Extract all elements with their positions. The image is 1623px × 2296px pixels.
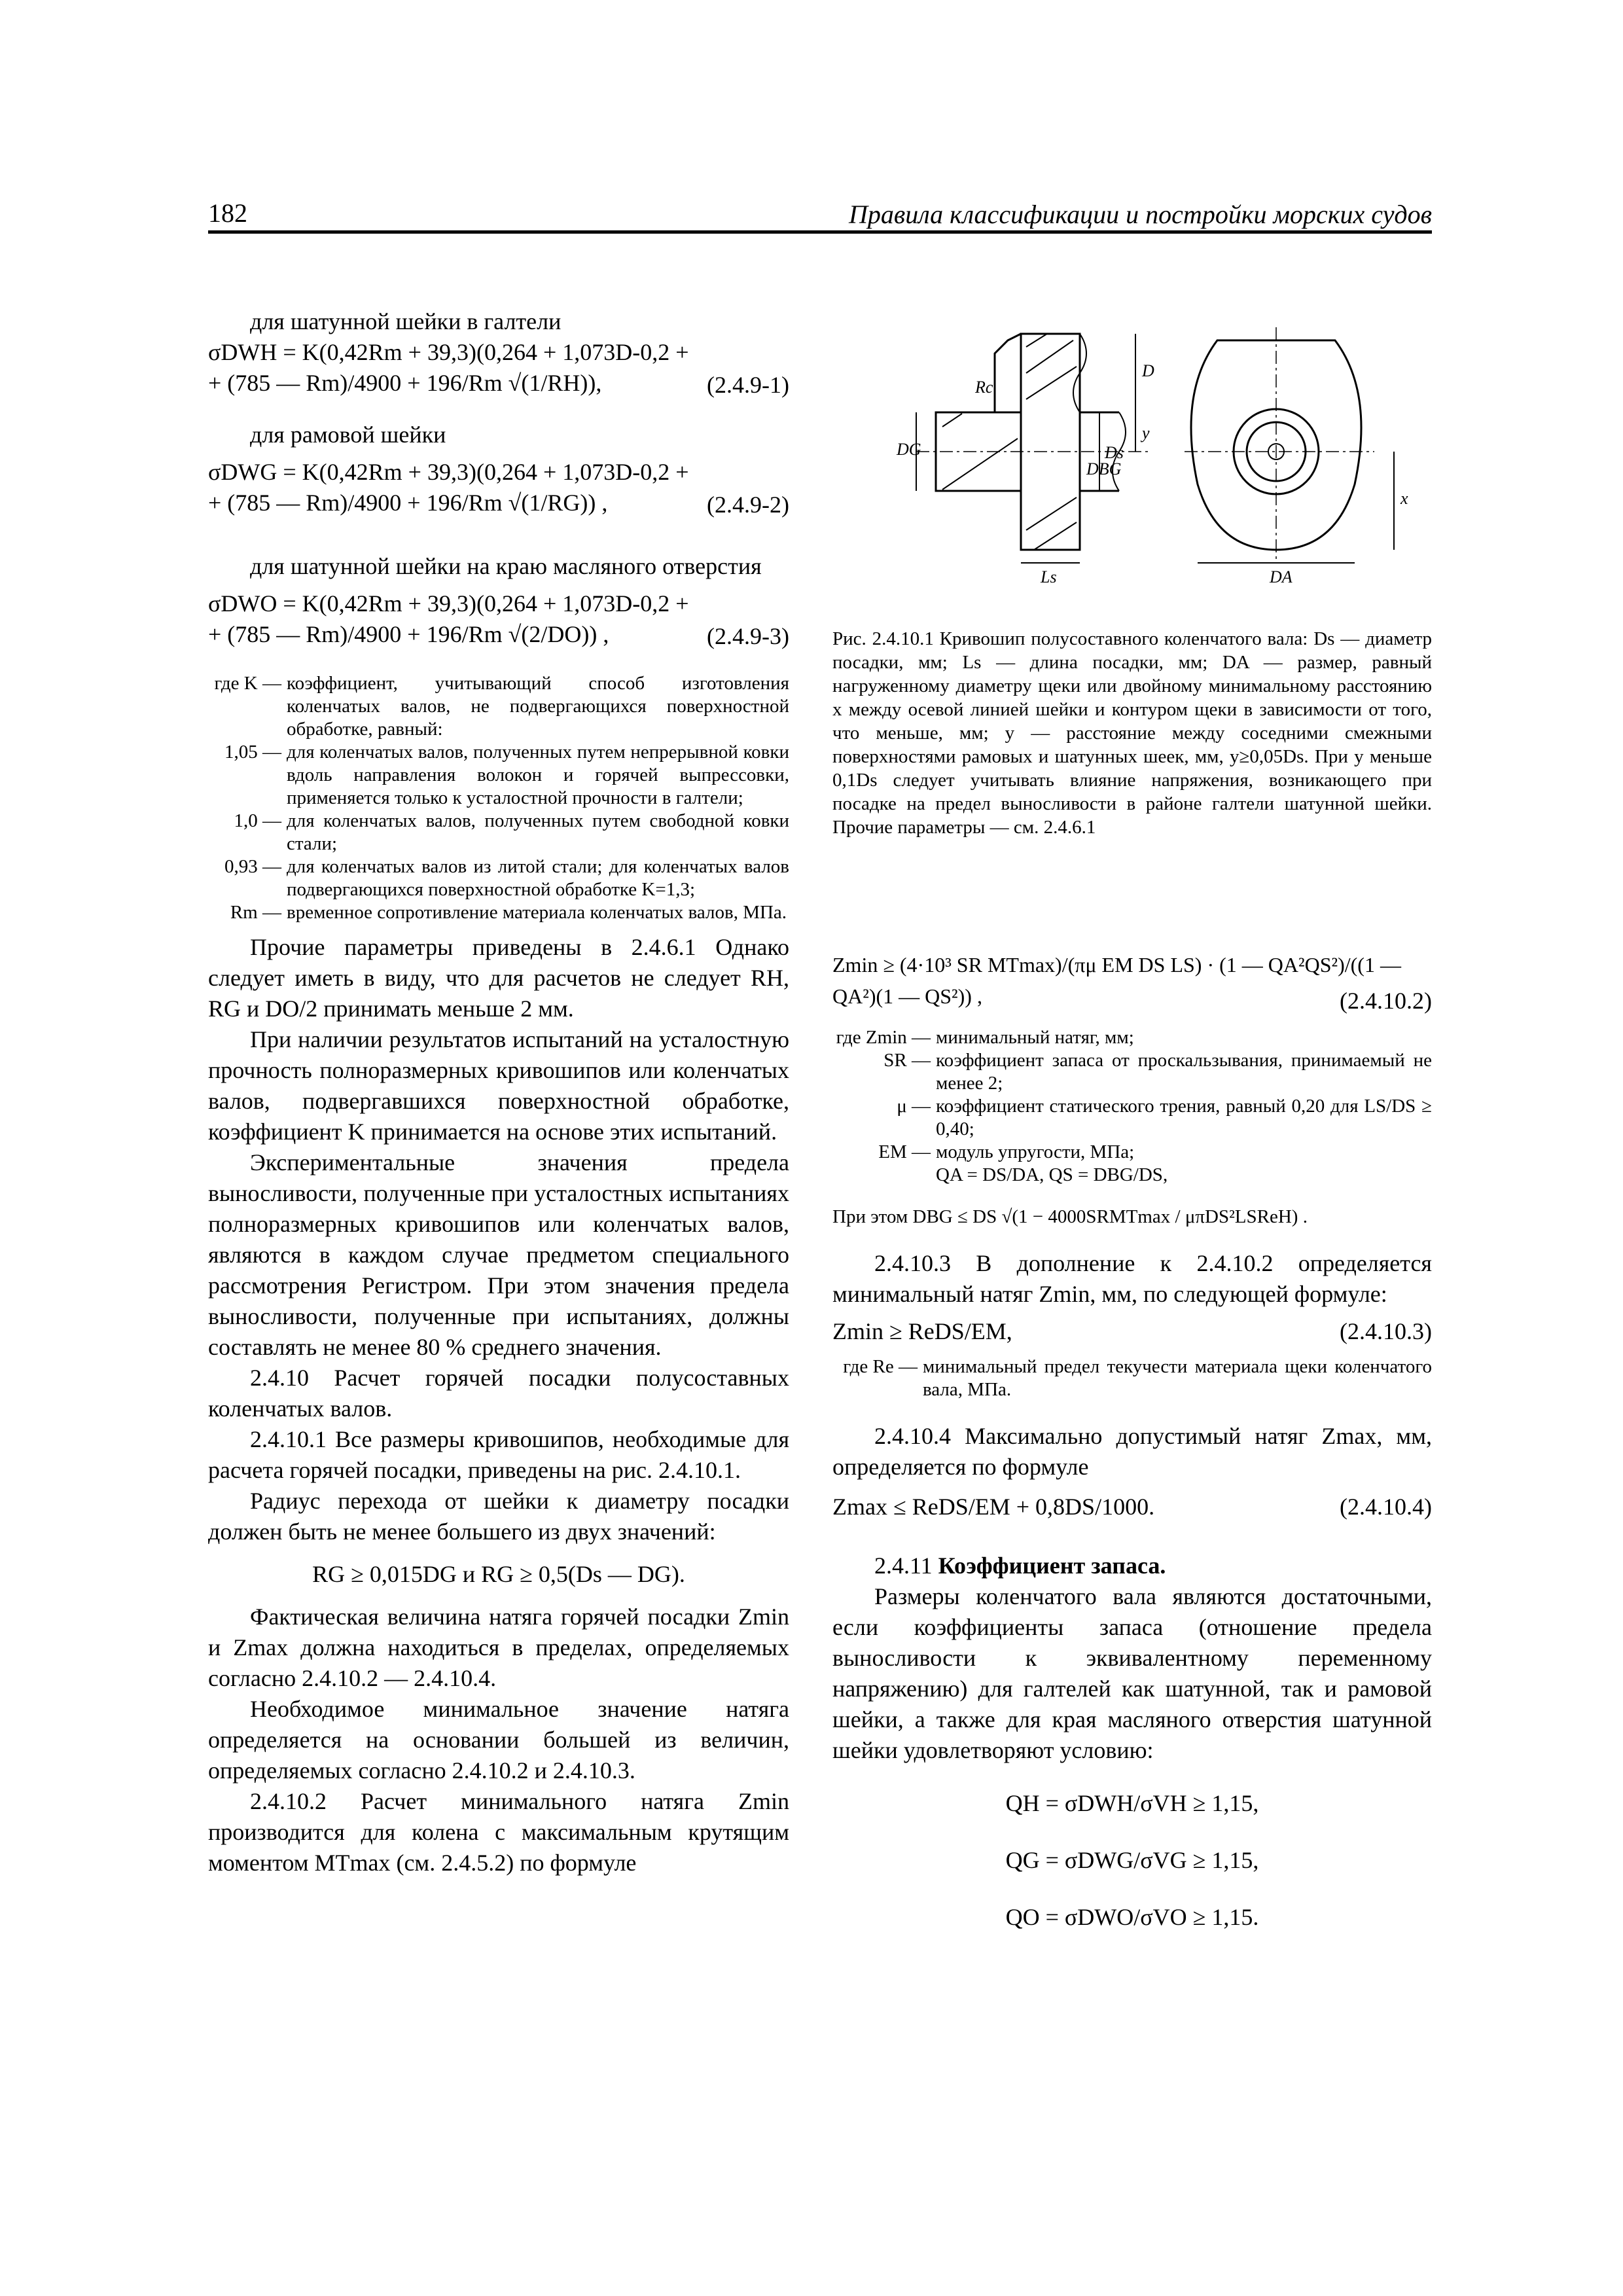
paragraph-fatigue-tests: При наличии результатов испытаний на усталостную прочность полноразмерных кривошипов или коленчатых валов, подвергавшихся поверхностной обработке, коэффициент K принимается на основе этих испытаний. <box>208 1026 789 1145</box>
def-row: 1,05 — для коленчатых валов, полученных путем непрерывной ковки вдоль направления волокон и горячей выпрессовки, применяется только к усталостной прочности в галтели; <box>224 742 789 808</box>
paragraph-experimental: Экспериментальные значения предела выносливости, полученные при усталостных испытаниях полноразмерных кривошипов или коленчатых валов, являются в каждом случае предметом специального рассмотрения Регистром. При этом значения предела выносливости, полученные при испытаниях, должны составлять не менее 80 % среднего значения. <box>208 1149 789 1360</box>
page-number: 182 <box>208 198 247 228</box>
equation-2-4-10-4 <box>832 1492 1432 1551</box>
label-Ls: Ls <box>1041 567 1057 586</box>
re-definition <box>832 1355 1432 1401</box>
paragraph-other-params: Прочие параметры приведены в 2.4.6.1 Однако следует иметь в виду, что для расчетов не следует RH, RG и DO/2 принимать меньше 2 мм. <box>208 934 789 1022</box>
eq2-line2: + (785 — Rm)/4900 + 196/Rm √(1/RG)) , <box>208 490 608 516</box>
condition-qh: QH = σDWH/σVH ≥ 1,15, <box>1005 1790 1259 1816</box>
dbg-condition: При этом DBG ≤ DS √(1 − 4000SRMTmax / μπDS²LSReH) . <box>832 1206 1308 1227</box>
equation-2-4-10-3 <box>832 1316 1432 1355</box>
paragraph-2-4-10-1: 2.4.10.1 Все размеры кривошипов, необходимые для расчета горячей посадки, приведены на рис. 2.4.10.1. <box>208 1426 789 1483</box>
coefficient-definitions <box>208 672 789 924</box>
label-y: y <box>1142 423 1150 442</box>
fillet-curve <box>995 334 1021 412</box>
eq1-number: (2.4.9-1) <box>707 372 789 398</box>
eq1-line1: σDWH = K(0,42Rm + 39,3)(0,264 + 1,073D-0,2 + <box>208 339 689 365</box>
eq3-line2: + (785 — Rm)/4900 + 196/Rm √(2/DO)) , <box>208 621 609 647</box>
figure-caption: Рис. 2.4.10.1 Кривошип полусоставного коленчатого вала: Ds — диаметр посадки, мм; Ls — длина посадки, мм; DA — размер, равный нагруженному диаметру щеки или двойному минимальному расстоянию x между осевой линией шейки и контуром щеки в зависимости от того, что меньше, мм; y — расстояние между соседними смежными поверхностями рамовых и шатунных шеек, мм, y≥0,05Ds. При y меньше 0,1Ds следует учитывать влияние напряжения, возникающего при посадке на предел выносливости в районе галтели шатунной шейки. Прочие параметры — см. 2.4.6.1 <box>832 628 1432 838</box>
def-row: 0,93 — для коленчатых валов из литой стали; для коленчатых валов подвергающихся поверхностной обработке K=1,3; <box>224 856 789 900</box>
label-Rc: Rc <box>975 378 993 397</box>
def-row: где K — коэффициент, учитывающий способ изготовления коленчатых валов, не подвергающихся поверхностной обработке, равный: <box>214 673 789 740</box>
paragraph-2-4-10-4: 2.4.10.4 Максимально допустимый натяг Zmax, мм, определяется по формуле <box>832 1423 1432 1480</box>
label-Ds: Ds <box>1105 443 1124 462</box>
eq-zmin2: Zmin ≥ ReDS/EM, <box>832 1318 1012 1344</box>
label-DA: DA <box>1270 567 1293 586</box>
eq2-number: (2.4.9-2) <box>707 492 789 518</box>
def-row: SR — коэффициент запаса от проскальзывания, принимаемый не менее 2; <box>883 1050 1432 1094</box>
paragraph-min-interference: Необходимое минимальное значение натяга определяется на основании большей из величин, определяемых согласно 2.4.10.2 и 2.4.10.3. <box>208 1696 789 1784</box>
eq2-line1: σDWG = K(0,42Rm + 39,3)(0,264 + 1,073D-0,2 + <box>208 459 689 485</box>
section-2-4-11 <box>832 1551 1432 1581</box>
section-title: Коэффициент запаса. <box>938 1552 1166 1579</box>
left-column <box>208 306 789 1878</box>
section-2-4-10-title: 2.4.10 Расчет горячей посадки полусоставных коленчатых валов. <box>208 1365 789 1422</box>
def-row: Rm — временное сопротивление материала коленчатых валов, МПа. <box>230 902 787 923</box>
intro-dwg: для рамовой шейки <box>250 422 446 448</box>
label-D: D <box>1142 361 1154 380</box>
running-title: Правила классификации и постройки морских судов <box>848 200 1432 229</box>
paragraph-zmin-zmax: Фактическая величина натяга горячей посадки Zmin и Zmax должна находиться в пределах, определяемых согласно 2.4.10.2 — 2.4.10.4. <box>208 1604 789 1691</box>
equation-2-4-9-3 <box>208 588 789 667</box>
paragraph-safety-factors: Размеры коленчатого вала являются достаточными, если коэффициенты запаса (отношение предела выносливости к эквивалентному переменному напряжению) для галтелей как шатунной, так и рамовой шейки, а также для края масляного отверстия шатунной шейки удовлетворяют условию: <box>832 1583 1432 1763</box>
header-rule <box>208 230 1432 234</box>
paragraph-2-4-10-2: 2.4.10.2 Расчет минимального натяга Zmin производится для колена с максимальным крутящим моментом MTmax (см. 2.4.5.2) по формуле <box>208 1788 789 1876</box>
condition-qg: QG = σDWG/σVG ≥ 1,15, <box>1005 1847 1259 1873</box>
def-row: EM — модуль упругости, МПа; <box>878 1141 1135 1162</box>
equation-2-4-9-1 <box>208 337 789 416</box>
crankshaft-figure <box>877 314 1414 602</box>
eq-zmin: Zmin ≥ (4·10³ SR MTmax)/(πμ EM DS LS) · (1 — QA²QS²)/((1 — QA²)(1 — QS²)) , <box>832 953 1401 1008</box>
label-DBG: DBG <box>1086 459 1122 478</box>
paragraph-2-4-10-3: 2.4.10.3 В дополнение к 2.4.10.2 определяется минимальный натяг Zmin, мм, по следующей формуле: <box>832 1250 1432 1307</box>
eq-zmin-number: (2.4.10.2) <box>1340 988 1432 1014</box>
label-x: x <box>1400 489 1408 508</box>
def-row: где Zmin — минимальный натяг, мм; <box>836 1027 1134 1048</box>
label-DG: DG <box>897 440 921 459</box>
paragraph-radius: Радиус перехода от шейки к диаметру посадки должен быть не менее большего из двух значений: <box>208 1488 789 1545</box>
intro-dwo: для шатунной шейки на краю масляного отверстия <box>250 553 762 579</box>
eq3-number: (2.4.9-3) <box>707 623 789 649</box>
def-row: где Re — минимальный предел текучести материала щеки коленчатого вала, МПа. <box>843 1356 1432 1400</box>
eq-zmax: Zmax ≤ ReDS/EM + 0,8DS/1000. <box>832 1494 1155 1520</box>
right-column <box>832 949 1432 1933</box>
section-number: 2.4.11 <box>874 1552 933 1579</box>
def-row: QA = DS/DA, QS = DBG/DS, <box>936 1164 1168 1185</box>
equation-2-4-10-2 <box>832 949 1432 1021</box>
formula-rg: RG ≥ 0,015DG и RG ≥ 0,5(Ds — DG). <box>312 1561 685 1587</box>
eq3-line1: σDWO = K(0,42Rm + 39,3)(0,264 + 1,073D-0,2 + <box>208 590 689 617</box>
equation-2-4-9-2 <box>208 457 789 535</box>
web-side <box>1021 334 1080 550</box>
def-row: μ — коэффициент статического трения, равный 0,20 для LS/DS ≥ 0,40; <box>897 1096 1432 1139</box>
def-row: 1,0 — для коленчатых валов, полученных путем свободной ковки стали; <box>234 810 789 854</box>
eq-zmin2-number: (2.4.10.3) <box>1340 1318 1432 1344</box>
zmin-definitions <box>832 1026 1432 1187</box>
intro-dwh: для шатунной шейки в галтели <box>250 308 562 334</box>
condition-qo: QO = σDWO/σVO ≥ 1,15. <box>1005 1904 1259 1930</box>
safety-factor-conditions <box>832 1788 1432 1933</box>
eq1-line2: + (785 — Rm)/4900 + 196/Rm √(1/RH)), <box>208 370 602 396</box>
eq-zmax-number: (2.4.10.4) <box>1340 1494 1432 1520</box>
